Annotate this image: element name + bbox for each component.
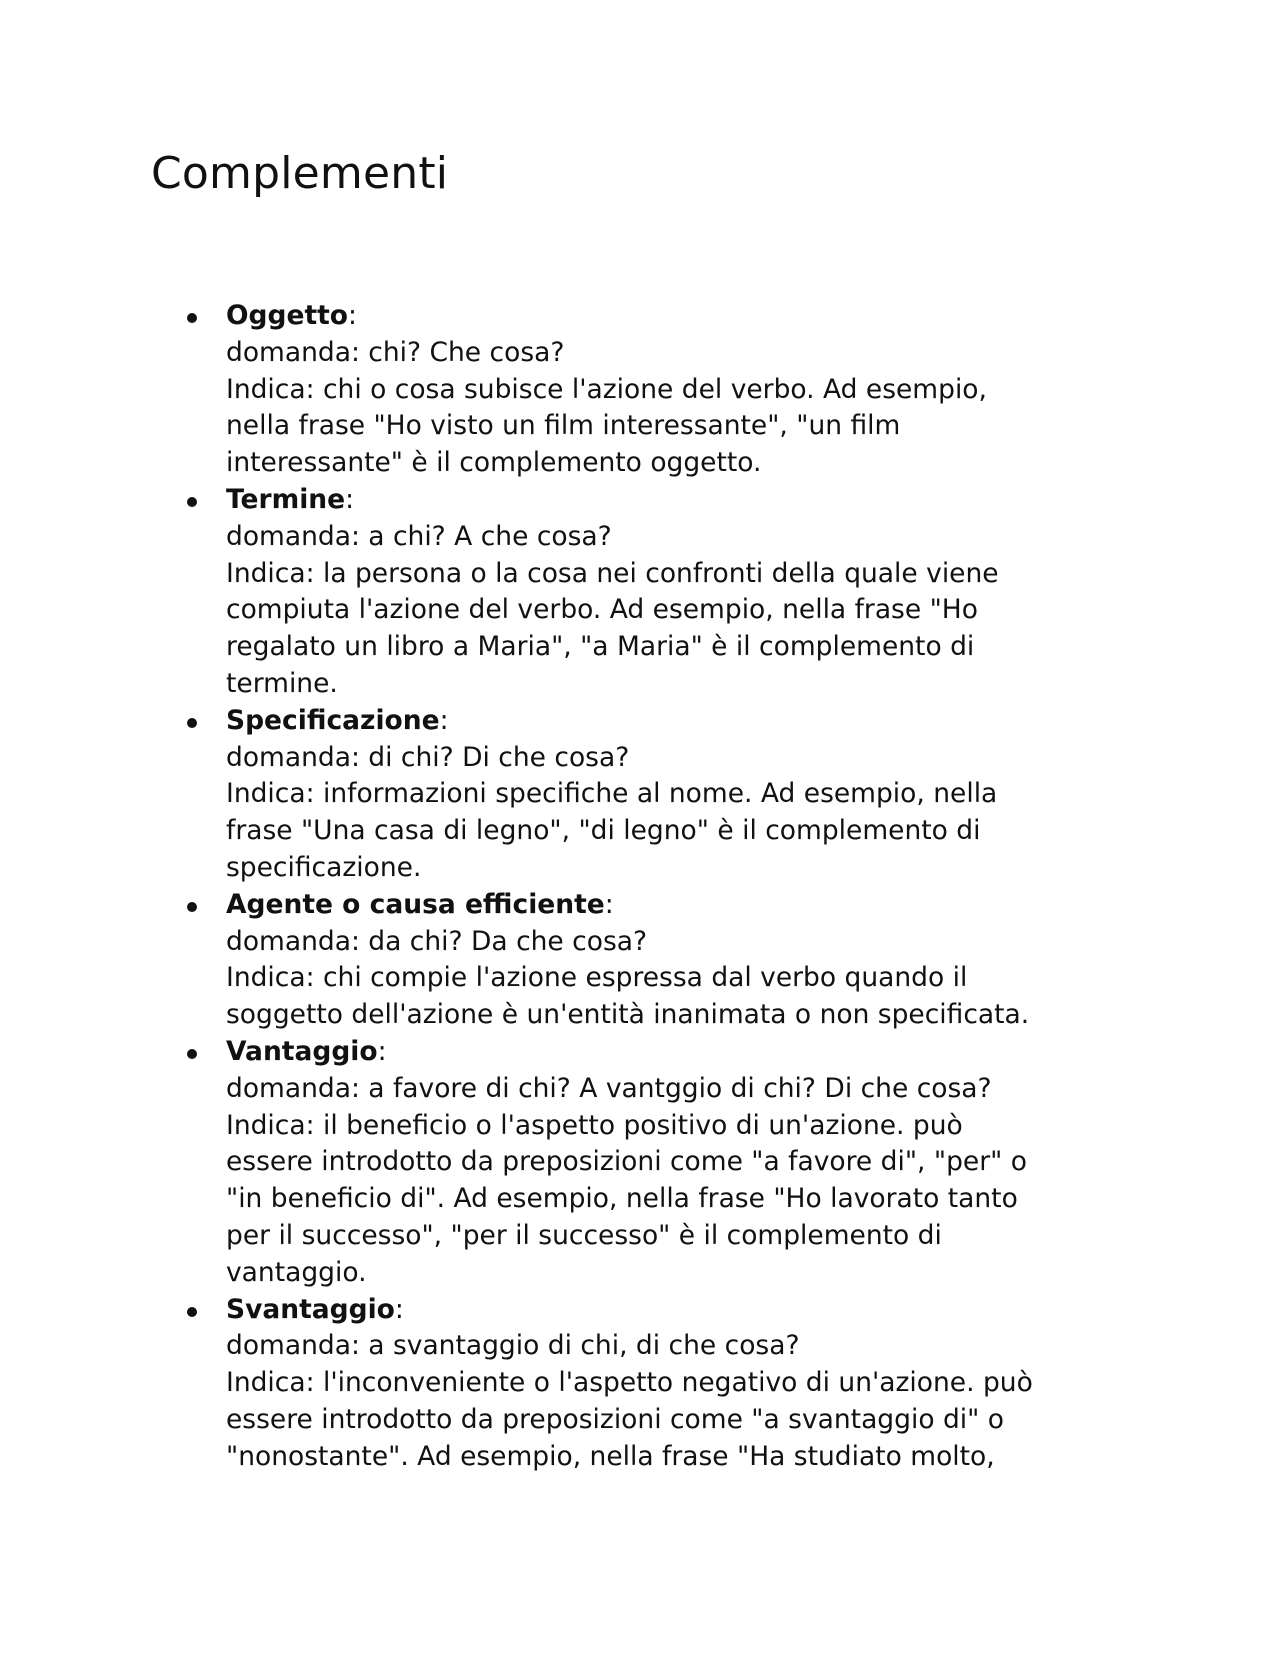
- item-text-line: Indica: chi compie l'azione espressa dal verbo quando il: [226, 962, 968, 994]
- list-item-specificazione: [182, 703, 1122, 887]
- list-item-agente: [182, 887, 1122, 1034]
- item-colon: :: [347, 300, 357, 331]
- item-term: Agente o causa efficiente: [226, 888, 605, 920]
- item-text-line: "in beneficio di". Ad esempio, nella frase "Ho lavorato tanto: [226, 1183, 1018, 1215]
- item-heading: [226, 298, 1122, 335]
- item-text-line: "nonostante". Ad esempio, nella frase "Ha studiato molto,: [226, 1440, 995, 1472]
- item-text-line: interessante" è il complemento oggetto.: [226, 447, 762, 479]
- item-question: domanda: di chi? Di che cosa?: [226, 741, 630, 773]
- item-question: domanda: a svantaggio di chi, di che cosa?: [226, 1330, 800, 1362]
- item-text-line: vantaggio.: [226, 1256, 367, 1288]
- item-term: Vantaggio: [226, 1035, 378, 1067]
- item-colon: :: [394, 1293, 404, 1325]
- item-text-line: essere introdotto da preposizioni come "a favore di", "per" o: [226, 1146, 1027, 1178]
- bullet-icon: [187, 1307, 197, 1317]
- item-text-line: soggetto dell'azione è un'entità inanimata o non specificata.: [226, 999, 1030, 1031]
- item-colon: :: [439, 704, 449, 736]
- document-title: Complementi: [151, 148, 449, 199]
- item-term: Termine: [226, 483, 346, 515]
- item-colon: :: [604, 888, 614, 920]
- item-text-line: frase "Una casa di legno", "di legno" è il complemento di: [226, 815, 981, 847]
- item-term: Svantaggio: [226, 1293, 395, 1325]
- item-text-line: Indica: il beneficio o l'aspetto positivo di un'azione. può: [226, 1109, 963, 1141]
- item-question: domanda: a chi? A che cosa?: [226, 520, 612, 552]
- list-item-svantaggio: [182, 1292, 1122, 1476]
- item-colon: :: [345, 483, 355, 515]
- item-heading: [226, 1292, 1122, 1329]
- bullet-icon: [187, 902, 197, 912]
- item-text-line: termine.: [226, 667, 338, 699]
- list-item-oggetto: [182, 298, 1122, 482]
- item-heading: [226, 887, 1122, 924]
- item-text-line: Indica: la persona o la cosa nei confronti della quale viene: [226, 557, 999, 589]
- item-question: domanda: da chi? Da che cosa?: [226, 925, 648, 957]
- item-text-line: Indica: informazioni specifiche al nome. Ad esempio, nella: [226, 778, 998, 810]
- bullet-icon: [187, 313, 197, 323]
- item-question: domanda: a favore di chi? A vantggio di chi? Di che cosa?: [226, 1072, 992, 1104]
- item-text-line: per il successo", "per il successo" è il complemento di: [226, 1219, 942, 1251]
- bullet-icon: [187, 497, 197, 507]
- item-colon: :: [377, 1035, 387, 1067]
- bullet-icon: [187, 718, 197, 728]
- item-text-line: regalato un libro a Maria", "a Maria" è il complemento di: [226, 631, 975, 663]
- list-item-termine: [182, 482, 1122, 703]
- complements-list: [182, 298, 1122, 1476]
- item-text-line: specificazione.: [226, 851, 422, 883]
- item-term: Oggetto: [226, 300, 348, 331]
- item-question: domanda: chi? Che cosa?: [226, 336, 565, 368]
- item-heading: [226, 703, 1122, 740]
- item-text-line: essere introdotto da preposizioni come "a svantaggio di" o: [226, 1403, 1004, 1435]
- item-text-line: nella frase "Ho visto un film interessante", "un film: [226, 410, 901, 442]
- item-text-line: compiuta l'azione del verbo. Ad esempio, nella frase "Ho: [226, 594, 978, 626]
- item-term: Specificazione: [226, 704, 440, 736]
- item-text-line: Indica: chi o cosa subisce l'azione del verbo. Ad esempio,: [226, 373, 987, 405]
- list-item-vantaggio: [182, 1034, 1122, 1292]
- item-heading: [226, 482, 1122, 519]
- bullet-icon: [187, 1049, 197, 1059]
- item-text-line: Indica: l'inconveniente o l'aspetto negativo di un'azione. può: [226, 1367, 1033, 1399]
- item-heading: [226, 1034, 1122, 1071]
